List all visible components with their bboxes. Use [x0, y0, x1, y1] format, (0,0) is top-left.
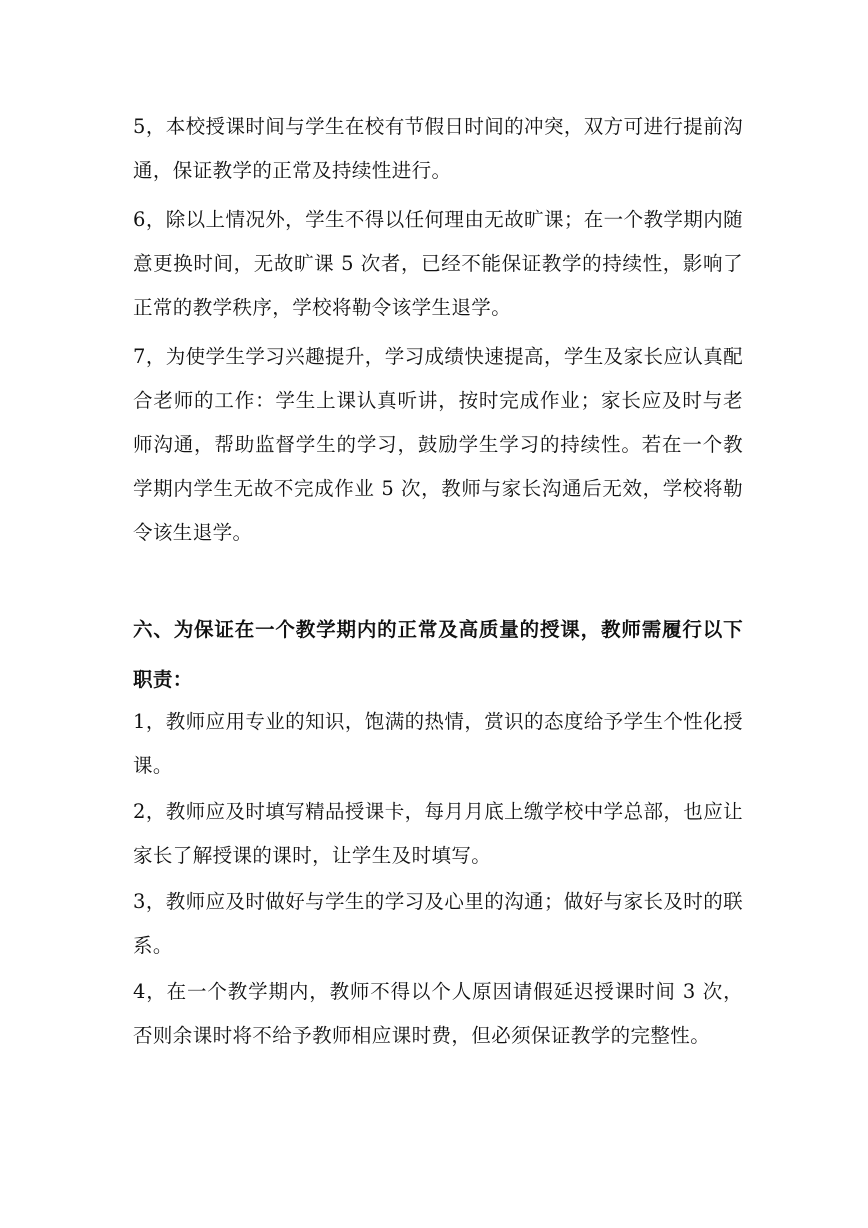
paragraph-item-5: 5，本校授课时间与学生在校有节假日时间的冲突，双方可进行提前沟通，保证教学的正常及持续性进行。 [133, 115, 743, 182]
paragraph-duty-1: 1，教师应用专业的知识，饱满的热情，赏识的态度给予学生个性化授课。 [133, 710, 743, 777]
section-heading: 六、为保证在一个教学期内的正常及高质量的授课，教师需履行以下职责： [133, 618, 743, 691]
paragraph-item-7: 7，为使学生学习兴趣提升，学习成绩快速提高，学生及家长应认真配合老师的工作：学生上课认真听讲，按时完成作业；家长应及时与老师沟通，帮助监督学生的学习，鼓励学生学习的持续性。若在一个教学期内学生无故不完成作业 5 次，教师与家长沟通后无效，学校将勒令该生退学。 [133, 345, 743, 544]
paragraph-duty-3: 3，教师应及时做好与学生的学习及心里的沟通；做好与家长及时的联系。 [133, 890, 743, 957]
paragraph-duty-2: 2，教师应及时填写精品授课卡，每月月底上缴学校中学总部，也应让家长了解授课的课时，让学生及时填写。 [133, 800, 743, 867]
paragraph-item-6: 6，除以上情况外，学生不得以任何理由无故旷课；在一个教学期内随意更换时间，无故旷课 5 次者，已经不能保证教学的持续性，影响了正常的教学秩序，学校将勒令该学生退学。 [133, 208, 743, 319]
paragraph-duty-4: 4，在一个教学期内，教师不得以个人原因请假延迟授课时间 3 次，否则余课时将不给予教师相应课时费，但必须保证教学的完整性。 [133, 980, 743, 1047]
